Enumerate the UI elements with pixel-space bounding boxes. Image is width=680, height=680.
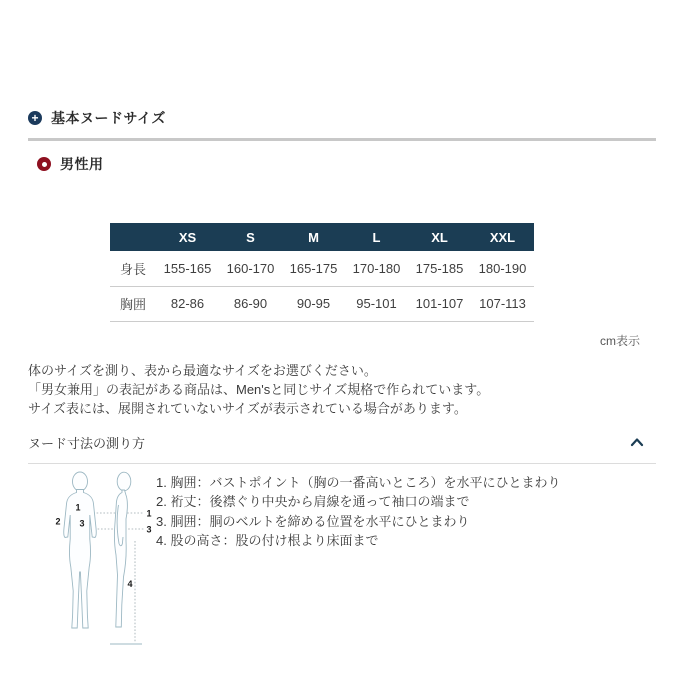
- table-row-chest: [110, 286, 534, 321]
- chest-value: 95-101: [345, 286, 408, 321]
- section-mens: [37, 154, 656, 174]
- figure-label-front-waist: 3: [79, 518, 85, 528]
- height-value: 160-170: [219, 251, 282, 286]
- table-row-height: [110, 251, 534, 286]
- figure-label-side-inseam: 4: [127, 578, 133, 589]
- row-label-height: 身長: [110, 251, 156, 286]
- height-value: 155-165: [156, 251, 219, 286]
- side-figure-body: [114, 490, 127, 627]
- chest-value: 82-86: [156, 286, 219, 321]
- measure-section-header[interactable]: [28, 433, 656, 452]
- figure-label-front-sleeve: 2: [55, 516, 61, 526]
- chest-value: 107-113: [471, 286, 534, 321]
- size-table-corner-cell: [110, 223, 156, 251]
- note-line: 「男女兼用」の表記がある商品は、Men'sと同じサイズ規格で作られています。: [28, 381, 490, 397]
- height-value: 175-185: [408, 251, 471, 286]
- unit-note: cm表示: [600, 333, 640, 348]
- size-notes: [28, 361, 656, 418]
- chest-value: 90-95: [282, 286, 345, 321]
- size-column-header: XXL: [471, 223, 534, 251]
- measure-instruction-list: [156, 471, 560, 656]
- dot-circle-icon: [37, 157, 51, 171]
- measure-section-body: [28, 471, 656, 656]
- instruction-item: 3. 胴囲：胴のベルトを締める位置を水平にひとまわり: [156, 513, 470, 529]
- size-table-header-row: [110, 223, 534, 251]
- section-divider: [28, 138, 656, 141]
- size-column-header: L: [345, 223, 408, 251]
- mens-size-table: [110, 223, 534, 322]
- height-value: 170-180: [345, 251, 408, 286]
- front-figure-head: [73, 472, 88, 491]
- body-measurement-figure: [52, 471, 156, 656]
- section-basic-nude-size[interactable]: [28, 108, 656, 128]
- height-value: 165-175: [282, 251, 345, 286]
- instruction-item: 2. 裄丈：後襟ぐり中央から肩線を通って袖口の端まで: [156, 494, 470, 509]
- chevron-up-icon[interactable]: [626, 435, 648, 449]
- plus-circle-icon: +: [28, 111, 42, 125]
- instruction-item: 1. 胸囲：バストポイント（胸の一番高いところ）を水平にひとまわり: [156, 474, 561, 490]
- measure-section-title: ヌード寸法の測り方: [28, 435, 146, 451]
- figure-label-side-waist: 3: [146, 524, 152, 534]
- chest-value: 101-107: [408, 286, 471, 321]
- measure-divider: [28, 463, 656, 464]
- chest-value: 86-90: [219, 286, 282, 321]
- figure-label-side-chest: 1: [146, 508, 152, 518]
- instruction-item: 4. 股の高さ：股の付け根より床面まで: [156, 533, 379, 548]
- size-column-header: S: [219, 223, 282, 251]
- size-column-header: XS: [156, 223, 219, 251]
- figure-label-front-chest: 1: [75, 502, 81, 512]
- height-value: 180-190: [471, 251, 534, 286]
- side-figure-head: [117, 472, 131, 491]
- size-column-header: XL: [408, 223, 471, 251]
- section-basic-title: 基本ヌードサイズ: [51, 110, 166, 126]
- note-line: 体のサイズを測り、表から最適なサイズをお選びください。: [28, 362, 377, 378]
- size-column-header: M: [282, 223, 345, 251]
- section-mens-title: 男性用: [60, 156, 104, 172]
- note-line: サイズ表には、展開されていないサイズが表示されている場合があります。: [28, 400, 467, 416]
- row-label-chest: 胸囲: [110, 286, 156, 321]
